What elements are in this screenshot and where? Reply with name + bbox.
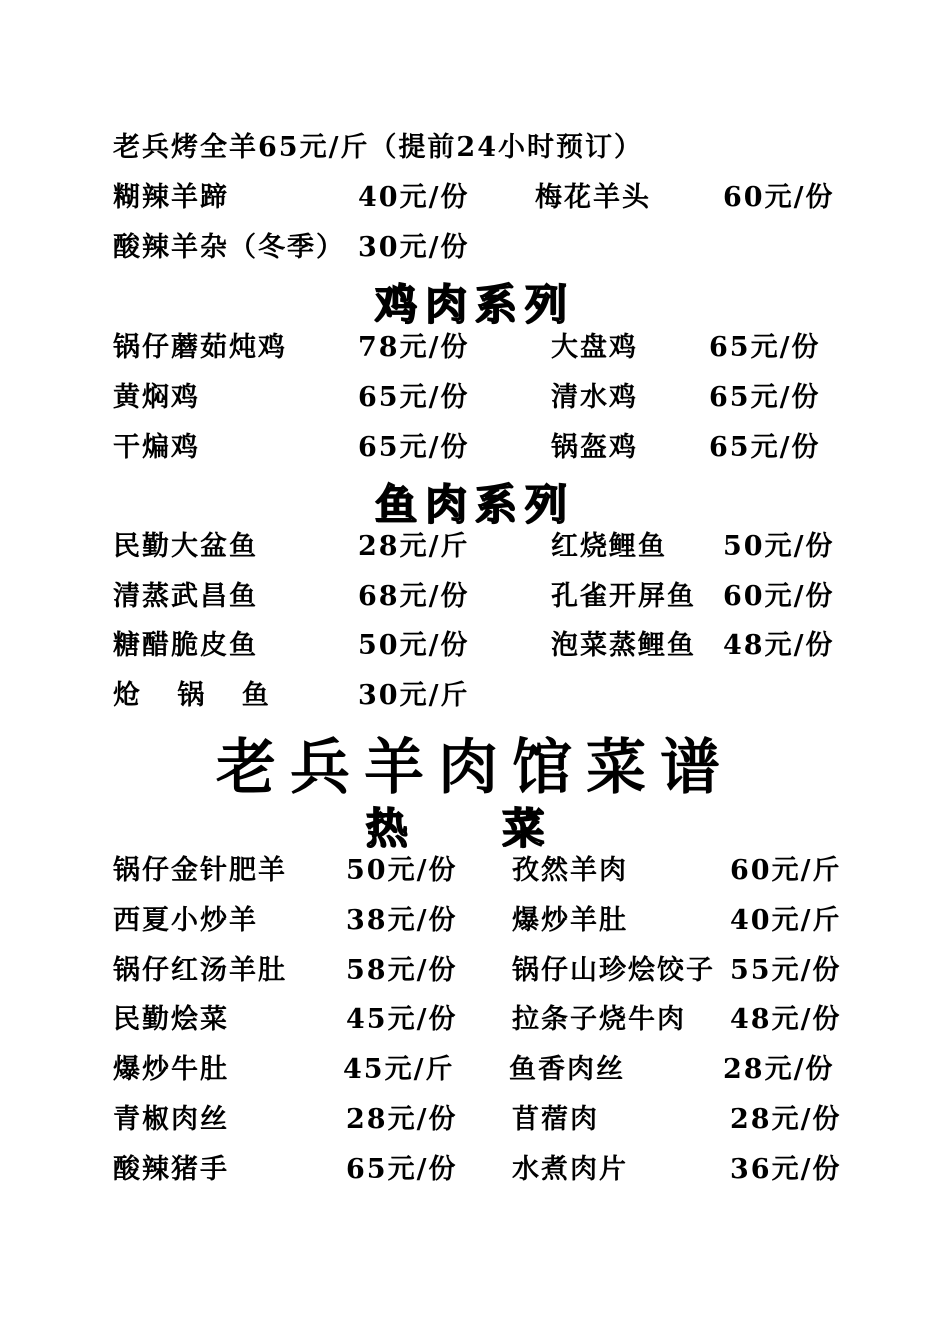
dish-price: 50元/份 [723,531,835,562]
dish-price: 65元/份 [358,432,470,463]
dish-price: 45元/份 [346,1004,458,1035]
dish-name: 孜然羊肉 [512,855,628,886]
dish-name: 梅花羊头 [535,182,651,213]
chicken-section-title: 鸡肉系列 [374,280,575,329]
menu-row [0,228,950,268]
dish-price: 65元/份 [346,1154,458,1185]
dish-price: 65元/份 [709,382,821,413]
dish-price: 50元/份 [358,630,470,661]
menu-row [0,1150,950,1190]
dish-name: 清蒸武昌鱼 [113,581,258,612]
dish-name: 拉条子烧牛肉 [512,1004,686,1035]
dish-price: 28元/份 [730,1104,842,1135]
menu-row [0,378,950,418]
dish-price: 58元/份 [346,955,458,986]
dish-price: 60元/斤 [730,855,842,886]
menu-row [0,1000,950,1040]
dish-name: 黄焖鸡 [113,382,200,413]
dish-price: 28元/份 [723,1054,835,1085]
dish-name: 民勤烩菜 [113,1004,229,1035]
dish-name: 锅盔鸡 [551,432,638,463]
dish-name: 锅仔红汤羊肚 [113,955,287,986]
dish-name: 泡菜蒸鲤鱼 [551,630,696,661]
dish-price: 30元/斤 [358,680,470,711]
dish-name: 酸辣羊杂（冬季） [113,232,345,263]
dish-name: 干煸鸡 [113,432,200,463]
dish-name: 锅仔山珍烩饺子 [512,955,715,986]
dish-price: 50元/份 [346,855,458,886]
fish-section-title: 鱼肉系列 [374,480,575,529]
dish-price: 60元/份 [723,581,835,612]
menu-row [0,527,950,567]
menu-row [0,1100,950,1140]
dish-name: 锅仔蘑茹炖鸡 [113,332,287,363]
dish-name: 鱼香肉丝 [509,1054,625,1085]
dish-name: 酸辣猪手 [113,1154,229,1185]
dish-name: 水煮肉片 [512,1154,628,1185]
menu-row [0,577,950,617]
dish-price: 48元/份 [730,1004,842,1035]
dish-price: 38元/份 [346,905,458,936]
dish-price: 68元/份 [358,581,470,612]
dish-price: 78元/份 [358,332,470,363]
dish-name: 清水鸡 [551,382,638,413]
dish-price: 65元/份 [358,382,470,413]
menu-row [0,1050,950,1090]
dish-name: 红烧鲤鱼 [551,531,667,562]
dish-price: 60元/份 [723,182,835,213]
dish-name: 爆炒牛肚 [113,1054,229,1085]
dish-name: 糊辣羊蹄 [113,182,229,213]
dish-price: 28元/斤 [358,531,470,562]
dish-name: 炝 锅 鱼 [113,680,283,711]
dish-name: 大盘鸡 [551,332,638,363]
dish-price: 65元/份 [709,432,821,463]
dish-price: 28元/份 [346,1104,458,1135]
dish-name: 爆炒羊肚 [512,905,628,936]
dish-price: 55元/份 [730,955,842,986]
dish-name: 孔雀开屏鱼 [551,581,696,612]
dish-name: 苜蓿肉 [512,1104,599,1135]
dish-price: 40元/斤 [730,905,842,936]
menu-title: 老兵羊肉馆菜谱 [216,733,734,803]
dish-name: 锅仔金针肥羊 [113,855,287,886]
menu-row [0,676,950,716]
menu-row [0,178,950,218]
dish-price: 30元/份 [358,232,470,263]
menu-row [0,951,950,991]
menu-row [0,428,950,468]
dish-price: 40元/份 [358,182,470,213]
dish-price: 36元/份 [730,1154,842,1185]
roast-lamb-note-row [0,128,950,168]
hot-dishes-title: 热 菜 [365,804,585,853]
dish-name: 民勤大盆鱼 [113,531,258,562]
roast-lamb-note: 老兵烤全羊65元/斤（提前24小时预订） [113,132,644,163]
menu-row [0,626,950,666]
dish-name: 青椒肉丝 [113,1104,229,1135]
menu-row [0,901,950,941]
dish-name: 糖醋脆皮鱼 [113,630,258,661]
menu-row [0,328,950,368]
dish-price: 65元/份 [709,332,821,363]
dish-name: 西夏小炒羊 [113,905,258,936]
menu-row [0,851,950,891]
dish-price: 45元/斤 [343,1054,455,1085]
dish-price: 48元/份 [723,630,835,661]
